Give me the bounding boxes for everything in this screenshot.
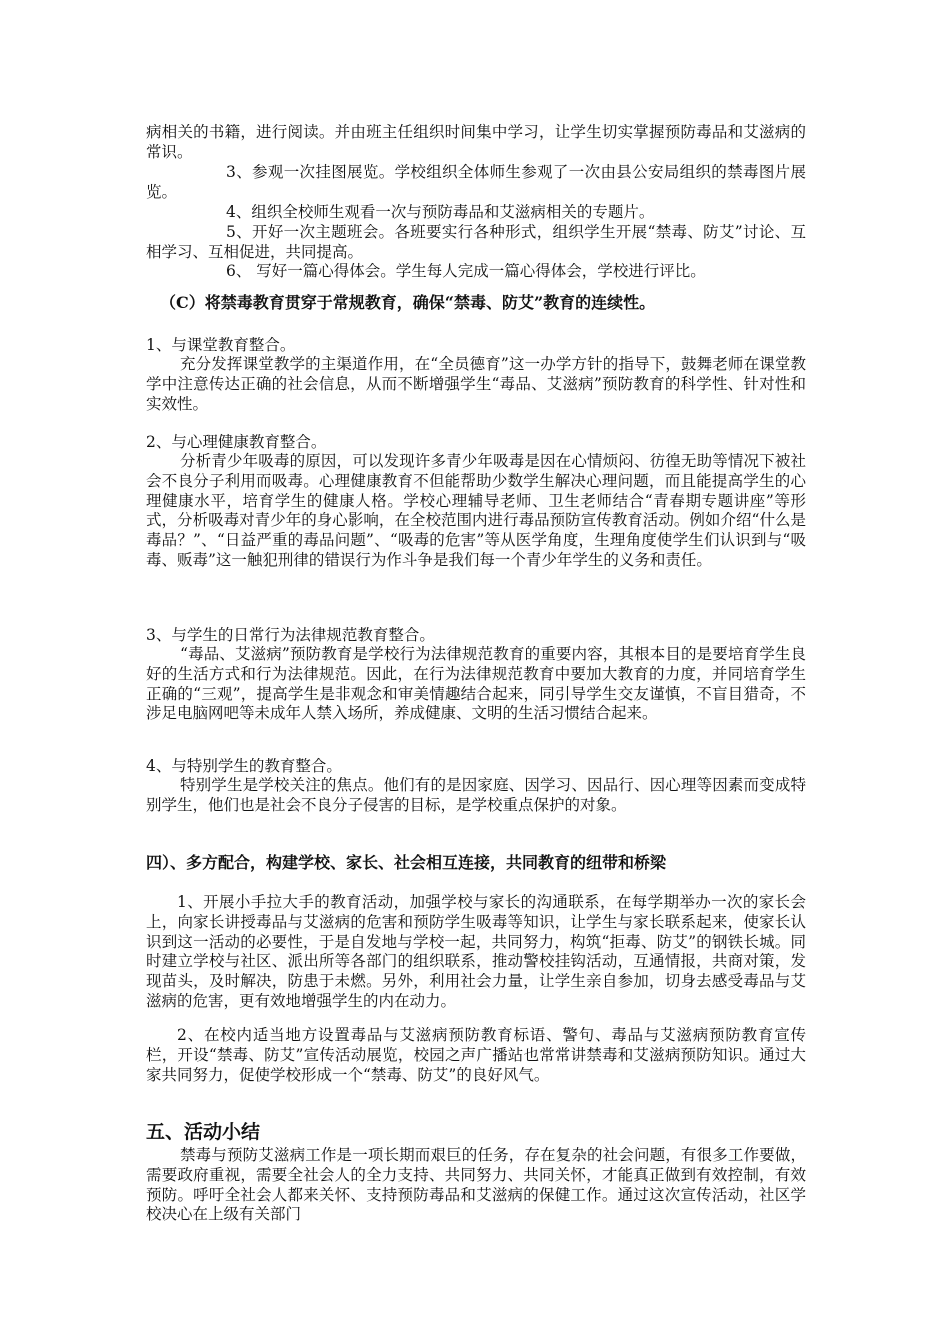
item-class-meeting: 5、开好一次主题班会。各班要实行各种形式，组织学生开展“禁毒、防艾”讨论、互相学习、互相促进，共同提高。 <box>146 223 806 261</box>
section-heading-c: （C）将禁毒教育贯穿于常规教育，确保“禁毒、防艾”教育的连续性。 <box>160 293 656 312</box>
item-exhibition: 3、参观一次挂图展览。学校组织全体师生参观了一次由县公安局组织的禁毒图片展览。 <box>146 163 806 201</box>
paragraph-classroom: 充分发挥课堂教学的主渠道作用，在“全员德育”这一办学方针的指导下，鼓舞老师在课堂教学中注意传达正确的社会信息，从而不断增强学生“毒品、艾滋病”预防教育的科学性、针对性和实效性。 <box>146 355 806 413</box>
paragraph-mental-health: 分析青少年吸毒的原因，可以发现许多青少年吸毒是因在心情烦闷、彷徨无助等情况下被社会不良分子利用而吸毒。心理健康教育不但能帮助少数学生解决心理问题，而且能提高学生的心理健康水平，培育学生的健康人格。学校心理辅导老师、卫生老师结合“青春期专题讲座”等形式，分析吸毒对青少年的身心影响，在全校范围内进行毒品预防宣传教育活动。例如介绍“什么是毒品？”、“日益严重的毒品问题”、“吸毒的危害”等从医学角度，生理角度使学生们认识到与“吸毒、贩毒”这一触犯刑律的错误行为作斗争是我们每一个青少年学生的义务和责任。 <box>146 452 806 569</box>
section-heading-5: 五、活动小结 <box>146 1121 261 1143</box>
item-film: 4、组织全校师生观看一次与预防毒品和艾滋病相关的专题片。 <box>226 203 655 221</box>
paragraph-reading: 病相关的书籍，进行阅读。并由班主任组织时间集中学习，让学生切实掌握预防毒品和艾滋病的常识。 <box>146 123 806 161</box>
paragraph-special-students: 特别学生是学校关注的焦点。他们有的是因家庭、因学习、因品行、因心理等因素而变成特别学生，他们也是社会不良分子侵害的目标，是学校重点保护的对象。 <box>146 776 806 814</box>
paragraph-behavior: “毒品、艾滋病”预防教育是学校行为法律规范教育的重要内容，其根本目的是要培育学生良好的生活方式和行为法律规范。因此，在行为法律规范教育中要加大教育的力度，并同培育学生正确的“三观”，提高学生是非观念和审美情趣结合起来，同引导学生交友谨慎，不盲目猎奇，不涉足电脑网吧等未成年人禁入场所，养成健康、文明的生活习惯结合起来。 <box>146 645 806 723</box>
subheading-behavior: 3、与学生的日常行为法律规范教育整合。 <box>146 626 435 644</box>
subheading-special-students: 4、与特别学生的教育整合。 <box>146 757 342 775</box>
paragraph-summary: 禁毒与预防艾滋病工作是一项长期而艰巨的任务，存在复杂的社会问题，有很多工作要做，需要政府重视，需要全社会人的全力支持、共同努力、共同关怀，才能真正做到有效控制，有效预防。呼吁全社会人都来关怀、支持预防毒品和艾滋病的保健工作。通过这次宣传活动，社区学校决心在上级有关部门 <box>146 1146 806 1224</box>
subheading-classroom: 1、与课堂教育整合。 <box>146 336 296 354</box>
paragraph-campus: 2、在校内适当地方设置毒品与艾滋病预防教育标语、警句、毒品与艾滋病预防教育宣传栏，开设“禁毒、防艾”宣传活动展览，校园之声广播站也常常讲禁毒和艾滋病预防知识。通过大家共同努力，促使学校形成一个“禁毒、防艾”的良好风气。 <box>146 1026 806 1084</box>
paragraph-parents: 1、开展小手拉大手的教育活动，加强学校与家长的沟通联系，在每学期举办一次的家长会上，向家长讲授毒品与艾滋病的危害和预防学生吸毒等知识，让学生与家长联系起来，使家长认识到这一活动的必要性，于是自发地与学校一起，共同努力，构筑“拒毒、防艾”的钢铁长城。同时建立学校与社区、派出所等各部门的组织联系，推动警校挂钩活动，互通情报，共商对策，发现苗头，及时解决，防患于未燃。另外，利用社会力量，让学生亲自参加，切身去感受毒品与艾滋病的危害，更有效地增强学生的内在动力。 <box>146 893 806 1010</box>
item-reflection: 6、 写好一篇心得体会。学生每人完成一篇心得体会，学校进行评比。 <box>226 262 706 280</box>
subheading-mental-health: 2、与心理健康教育整合。 <box>146 433 327 451</box>
section-heading-4: 四）、多方配合，构建学校、家长、社会相互连接，共同教育的纽带和桥梁 <box>146 853 667 872</box>
